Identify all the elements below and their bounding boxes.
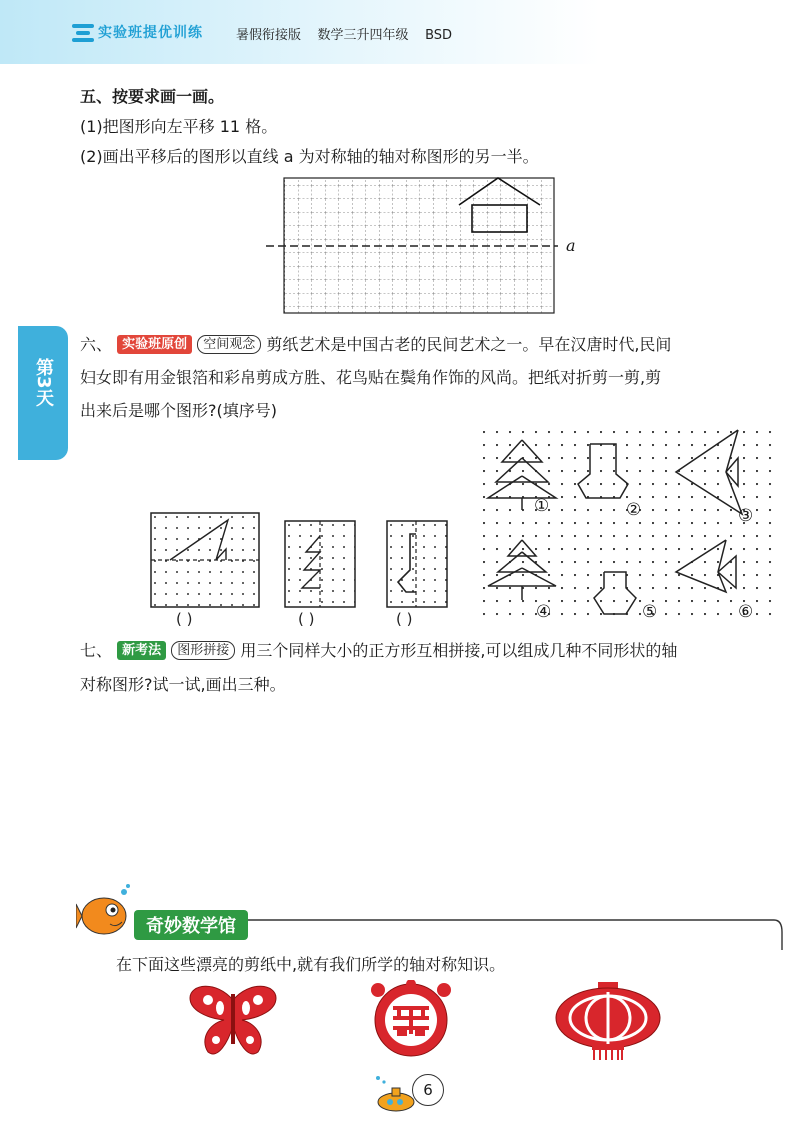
q5-title: 五、按要求画一画。	[80, 87, 225, 106]
folded-paper-3	[386, 520, 448, 608]
q5-axis-label: a	[566, 236, 576, 255]
q6-text	[80, 330, 780, 360]
option-label-5: ⑤	[642, 602, 658, 622]
q6-number: 六、	[80, 335, 113, 354]
q6-line1: 剪纸艺术是中国古老的民间艺术之一。早在汉唐时代,民间	[266, 335, 672, 354]
q7-line1: 用三个同样大小的正方形互相拼接,可以组成几种不同形状的轴	[240, 641, 678, 660]
option-label-1: ①	[534, 496, 550, 516]
q6-line2: 妇女即有用金银箔和彩帛剪成方胜、花鸟贴在鬓角作饰的风尚。把纸对折剪一剪,剪	[80, 368, 662, 387]
header-logo-icon	[72, 24, 94, 42]
option-label-4: ④	[536, 602, 552, 622]
q7-number: 七、	[80, 641, 113, 660]
option-label-3: ③	[738, 506, 754, 526]
q5-grid-figure	[258, 172, 588, 320]
q6-line3: 出来后是哪个图形?(填序号)	[80, 401, 277, 420]
q6-blank-1[interactable]: ( )	[176, 610, 193, 628]
q5-item2: (2)画出平移后的图形以直线 a 为对称轴的轴对称图形的另一半。	[80, 147, 539, 166]
q7-answer-area[interactable]	[80, 710, 770, 880]
q6-blank-3[interactable]: ( )	[396, 610, 413, 628]
option-label-6: ⑥	[738, 602, 754, 622]
page-number: 6	[412, 1074, 444, 1106]
folded-paper-2	[284, 520, 356, 608]
day-tab	[18, 326, 68, 460]
q7-line2: 对称图形?试一试,画出三种。	[80, 675, 286, 694]
butterfly-papercut-image	[186, 980, 280, 1060]
folded-paper-1	[150, 512, 260, 608]
header-subject: 数学三升四年级	[317, 28, 409, 43]
day-tab-label: 第3天	[33, 358, 54, 407]
header-series: 实验班提优训练	[98, 25, 203, 41]
q6-tag-concept: 空间观念	[197, 335, 261, 354]
header-info	[236, 24, 452, 43]
fish-mascot-icon	[76, 882, 136, 940]
q6-blank-2[interactable]: ( )	[298, 610, 315, 628]
q5-item1: (1)把图形向左平移 11 格。	[80, 117, 278, 136]
header-edition: 暑假衔接版	[236, 28, 302, 43]
club-title: 奇妙数学馆	[134, 910, 248, 940]
q6-tag-original: 实验班原创	[117, 335, 192, 354]
header-code: BSD	[425, 28, 453, 43]
lantern-papercut-image	[552, 980, 664, 1062]
q7-tag-newmethod: 新考法	[117, 641, 166, 660]
q6-option-grid	[480, 428, 776, 624]
option-label-2: ②	[626, 500, 642, 520]
club-text: 在下面这些漂亮的剪纸中,就有我们所学的轴对称知识。	[116, 955, 506, 974]
double-happiness-papercut-image	[366, 980, 456, 1062]
q7-text	[80, 636, 780, 666]
q7-tag-concept: 图形拼接	[171, 641, 235, 660]
